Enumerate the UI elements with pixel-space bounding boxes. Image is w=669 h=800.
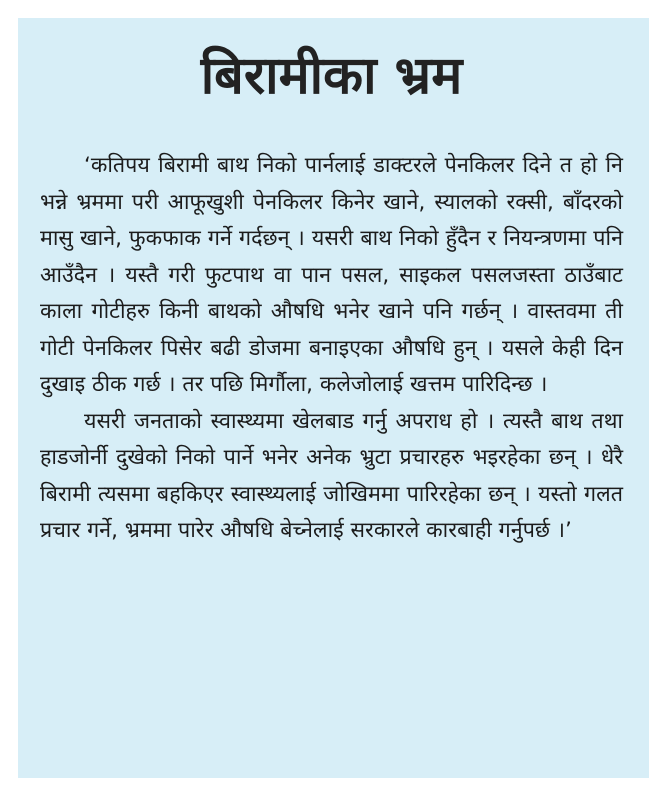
article-title: बिरामीका भ्रम bbox=[200, 46, 463, 106]
article-paragraph-2: यसरी जनताको स्वास्थ्यमा खेलबाड गर्नु अपराध हो । त्यस्तै बाथ तथा हाडजोर्नी दुखेको निको पार्ने भनेर अनेक भ्रुटा प्रचारहरु भइरहेका छन् । धेरै बिरामी त्यसमा बहकिएर स्वास्थ्यलाई जोखिममा पारिरहेका छन् । यस्तो गलत प्रचार गर्ने, भ्रममा पारेर औषधि बेच्नेलाई सरकारले कारबाही गर्नुपर्छ ।’ bbox=[40, 408, 623, 543]
article-paragraph-1: ‘कतिपय बिरामी बाथ निको पार्नलाई डाक्टरले पेनकिलर दिने त हो नि भन्ने भ्रममा परी आफूखुशी पेनकिलर किनेर खाने, स्यालको रक्सी, बाँदरको मासु खाने, फुकफाक गर्ने गर्दछन् । यसरी बाथ निको हुँदैन र नियन्त्रणमा पनि आउँदैन । यस्तै गरी फुटपाथ वा पान पसल, साइकल पसलजस्ता ठाउँबाट काला गोटीहरु किनी बाथको औषधि भनेर खाने पनि गर्छन् । वास्तवमा ती गोटी पेनकिलर पिसेर बढी डोजमा बनाइएका औषधि हुन् । यसले केही दिन दुखाइ ठीक गर्छ । तर पछि मिर्गौला, कलेजोलाई खत्तम पारिदिन्छ । bbox=[40, 153, 623, 397]
article-panel bbox=[18, 18, 649, 778]
